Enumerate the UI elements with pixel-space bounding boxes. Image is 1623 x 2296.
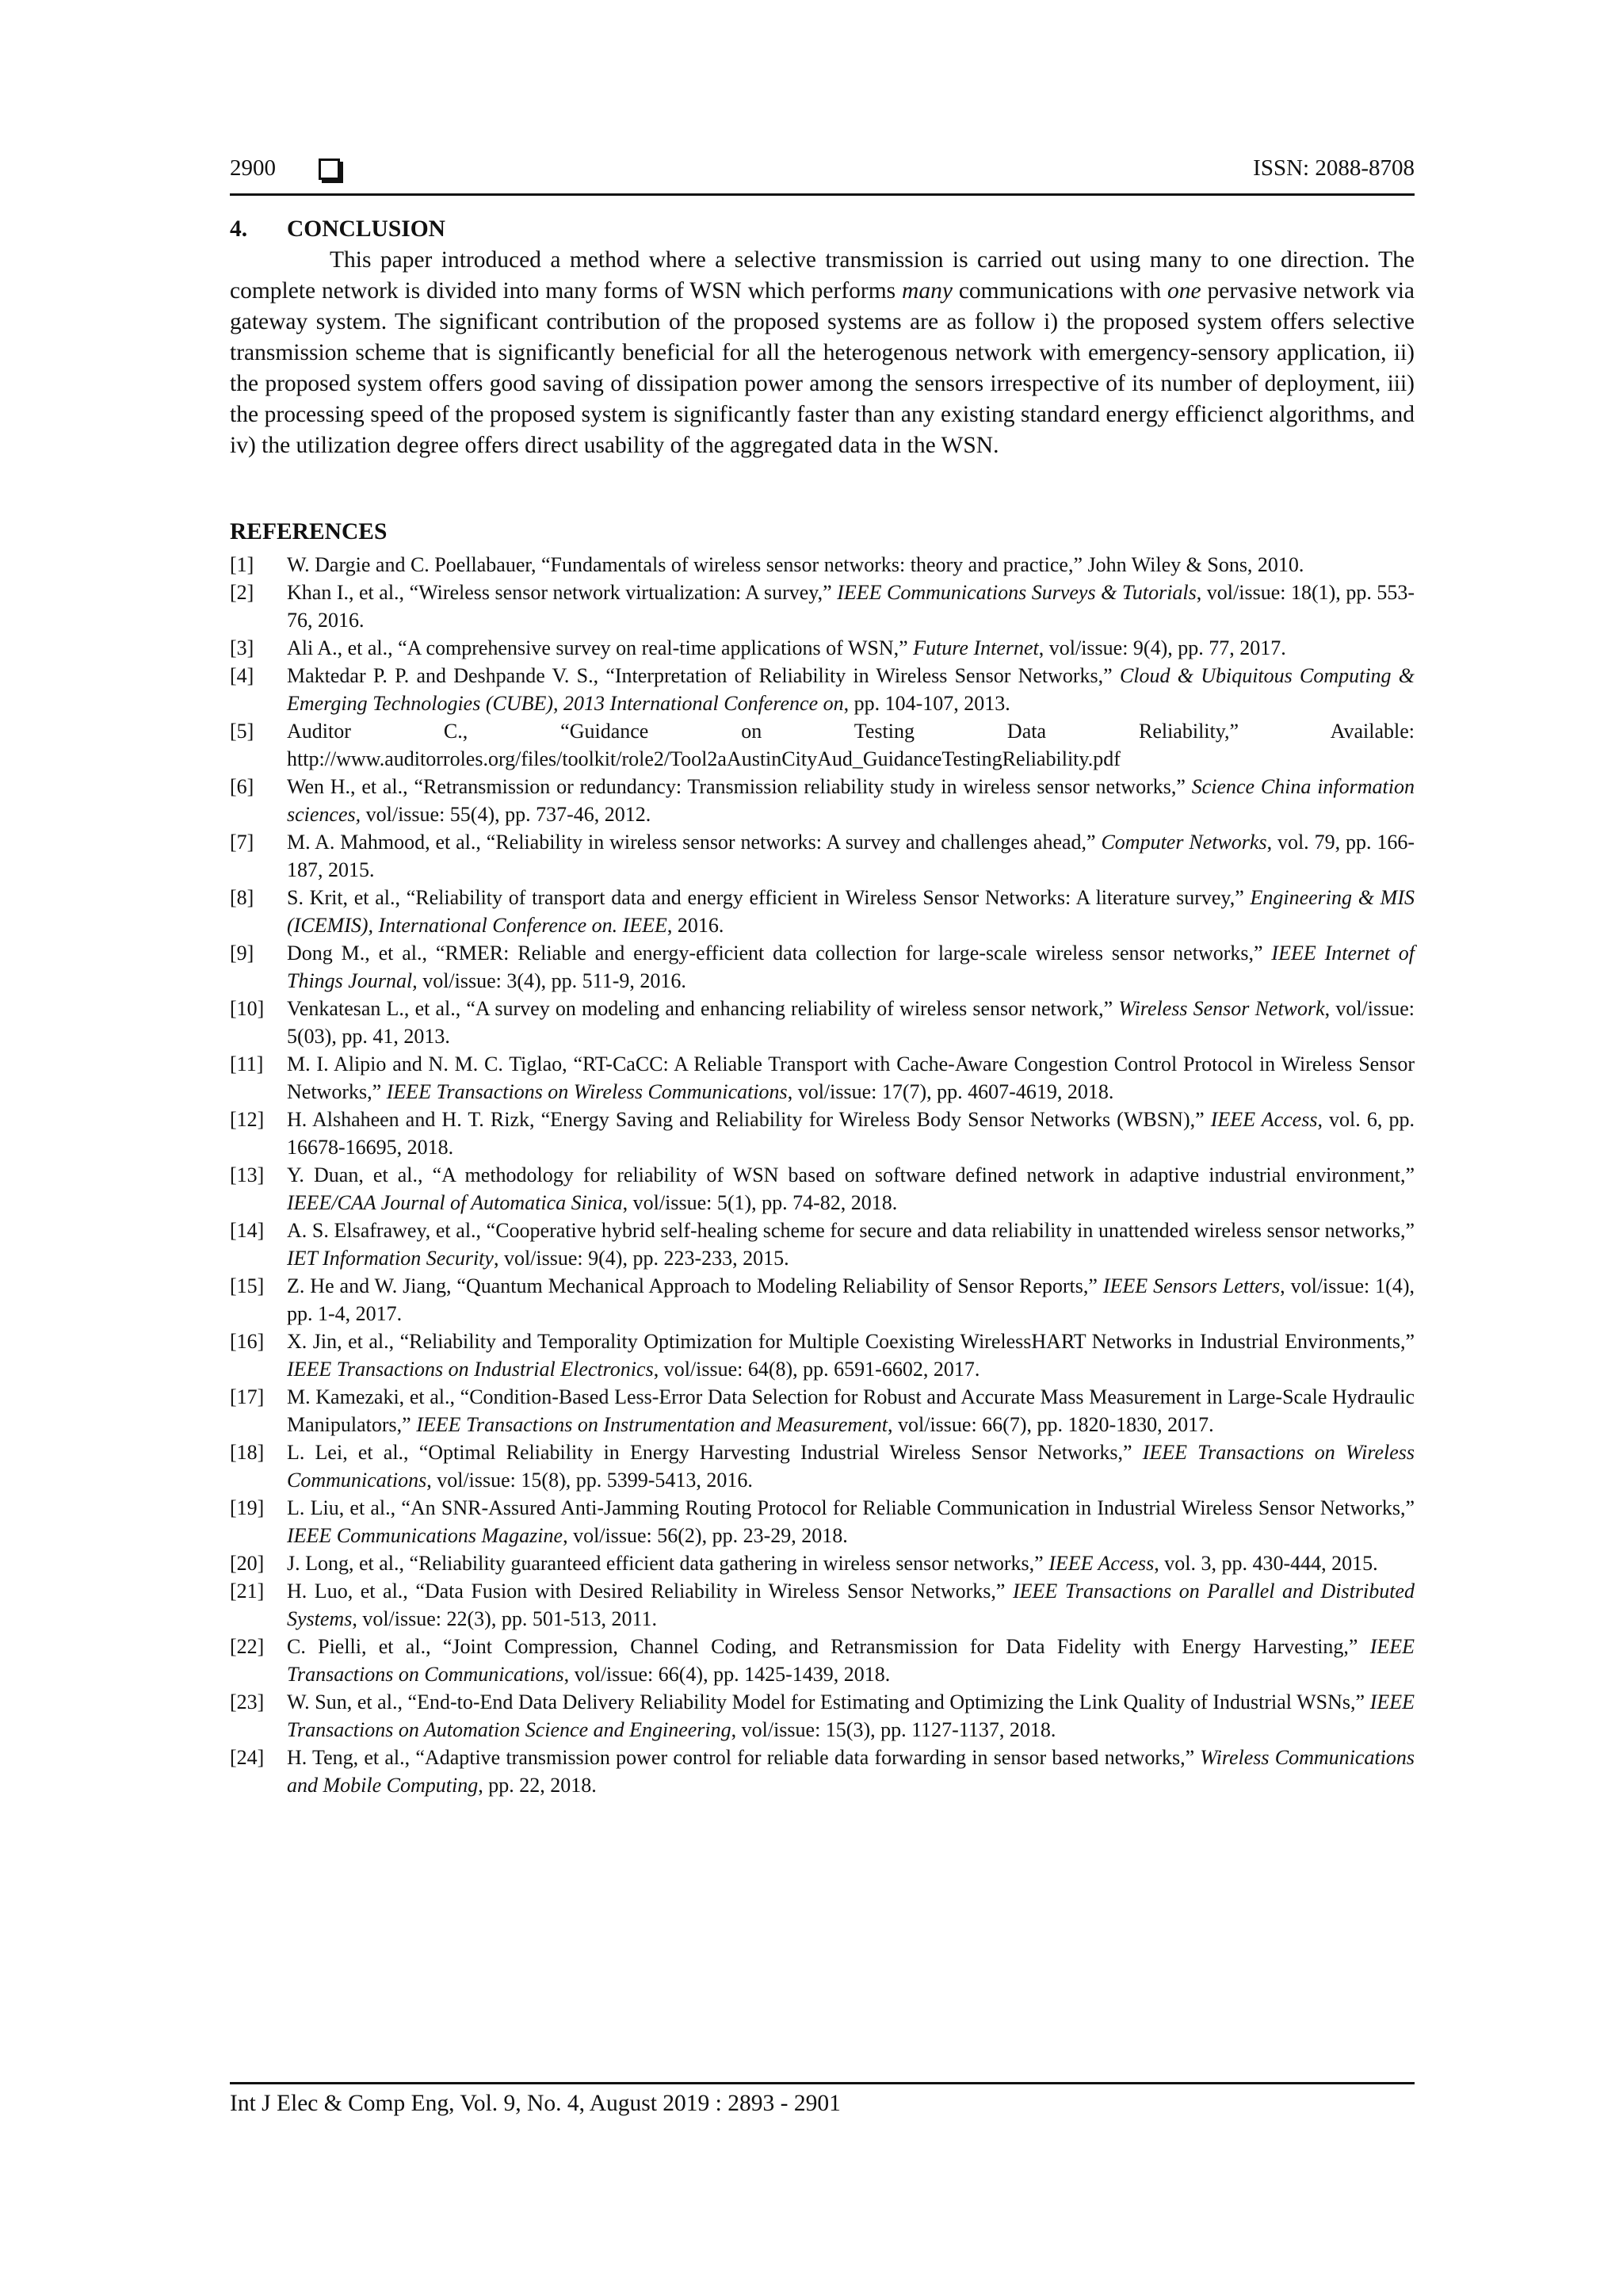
reference-details: , vol/issue: 9(4), pp. 223-233, 2015. bbox=[493, 1247, 789, 1270]
reference-item bbox=[230, 1106, 1415, 1161]
reference-details: vol/issue: 3(4), pp. 511-9, 2016. bbox=[417, 969, 686, 992]
reference-text: Y. Duan, et al., “A methodology for reliability of WSN based on software defined network in adaptive industrial environment,” bbox=[287, 1163, 1415, 1186]
reference-list bbox=[230, 551, 1415, 1799]
reference-number: [6] bbox=[230, 775, 254, 798]
reference-details: , vol. 6, pp. 16678-16695, 2018. bbox=[287, 1108, 1415, 1159]
reference-text: J. Long, et al., “Reliability guaranteed efficient data gathering in wireless sensor networks,” bbox=[287, 1552, 1049, 1575]
references-heading: REFERENCES bbox=[230, 519, 388, 544]
reference-item bbox=[230, 1328, 1415, 1383]
reference-item bbox=[230, 1217, 1415, 1272]
conclusion-paragraph bbox=[230, 245, 1415, 461]
reference-journal: IEEE Access bbox=[1048, 1552, 1155, 1575]
reference-journal: IEEE Sensors Letters bbox=[1102, 1274, 1281, 1297]
reference-details: , vol/issue: 22(3), pp. 501-513, 2011. bbox=[352, 1607, 658, 1630]
reference-details: , vol/issue: 5(03), pp. 41, 2013. bbox=[287, 997, 1415, 1048]
reference-journal: Future Internet bbox=[913, 636, 1039, 659]
reference-journal: Wireless Sensor Network bbox=[1118, 997, 1325, 1020]
body-column bbox=[230, 214, 1415, 1799]
reference-journal: IEEE Transactions on Automation Science and Engineering bbox=[287, 1690, 1415, 1741]
reference-details: , 2016. bbox=[666, 914, 724, 937]
section-title: CONCLUSION bbox=[287, 216, 445, 242]
reference-url-link[interactable]: http://www.auditorroles.org/files/toolkit/role2/Tool2aAustinCityAud_GuidanceTestingReliability.pdf bbox=[287, 747, 1121, 770]
reference-journal: IEEE/CAA Journal of Automatica Sinica bbox=[287, 1191, 623, 1214]
reference-journal: IEEE Internet of Things Journal, bbox=[287, 942, 1415, 992]
reference-number: [4] bbox=[230, 664, 254, 687]
reference-number: [21] bbox=[230, 1580, 265, 1603]
reference-item bbox=[230, 1494, 1415, 1549]
reference-number: [20] bbox=[230, 1552, 265, 1575]
reference-details: , vol/issue: 9(4), pp. 77, 2017. bbox=[1038, 636, 1286, 659]
reference-details: , vol/issue: 18(1), pp. 553-76, 2016. bbox=[287, 581, 1415, 632]
reference-text: H. Teng, et al., “Adaptive transmission power control for reliable data forwarding in sensor based networks,” bbox=[287, 1746, 1201, 1769]
reference-journal: Cloud & Ubiquitous Computing & Emerging Technologies (CUBE), 2013 International Conference on bbox=[287, 664, 1415, 715]
reference-details: , pp. 104-107, 2013. bbox=[843, 692, 1010, 715]
conclusion-emphasis-1: many bbox=[902, 278, 953, 304]
reference-item bbox=[230, 1577, 1415, 1633]
reference-item bbox=[230, 1688, 1415, 1744]
page-number: 2900 bbox=[230, 155, 276, 181]
reference-details: , vol/issue: 66(4), pp. 1425-1439, 2018. bbox=[563, 1663, 891, 1686]
reference-text: M. A. Mahmood, et al., “Reliability in wireless sensor networks: A survey and challenges ahead,” bbox=[287, 831, 1102, 854]
reference-number: [13] bbox=[230, 1163, 265, 1186]
reference-text: H. Alshaheen and H. T. Rizk, “Energy Saving and Reliability for Wireless Body Sensor Networks (WBSN),” bbox=[287, 1108, 1211, 1131]
reference-text: L. Liu, et al., “An SNR-Assured Anti-Jamming Routing Protocol for Reliable Communication in Industrial Wireless Sensor Networks,” bbox=[287, 1496, 1415, 1519]
conclusion-text-3: pervasive network via gateway system. The significant contribution of the proposed systems are as follow i) the proposed system offers selective transmission scheme that is significantly beneficial for all the heterogenous network with emergency-sensory application, ii) the proposed system offers good saving of dissipation power among the sensors irrespective of its number of deployment, iii) the processing speed of the proposed system is significantly faster than any existing standard energy efficienct algorithms, and iv) the utilization degree offers direct usability of the aggregated data in the WSN. bbox=[230, 278, 1415, 458]
reference-journal: Wireless Communications and Mobile Computing bbox=[287, 1746, 1415, 1797]
reference-item bbox=[230, 773, 1415, 828]
reference-item bbox=[230, 551, 1415, 579]
square-bullet-icon bbox=[319, 159, 340, 180]
reference-text: Auditor C., “Guidance on Testing Data Reliability,” Available: bbox=[287, 720, 1415, 743]
reference-text: Venkatesan L., et al., “A survey on modeling and enhancing reliability of wireless sensor network,” bbox=[287, 997, 1119, 1020]
reference-journal: IEEE Transactions on Instrumentation and Measurement bbox=[416, 1413, 888, 1436]
reference-journal: IEEE Transactions on Parallel and Distributed Systems bbox=[287, 1580, 1415, 1630]
reference-journal: IEEE Transactions on Wireless Communications bbox=[386, 1080, 788, 1103]
reference-item bbox=[230, 1438, 1415, 1494]
reference-details: , vol/issue: 15(8), pp. 5399-5413, 2016. bbox=[426, 1469, 753, 1492]
reference-details: , vol/issue: 56(2), pp. 23-29, 2018. bbox=[563, 1524, 848, 1547]
reference-number: [22] bbox=[230, 1635, 265, 1658]
reference-item bbox=[230, 1050, 1415, 1106]
reference-details: , pp. 22, 2018. bbox=[478, 1774, 597, 1797]
reference-details: , vol/issue: 15(3), pp. 1127-1137, 2018. bbox=[731, 1718, 1056, 1741]
conclusion-text-2: communications with bbox=[952, 278, 1168, 304]
reference-item bbox=[230, 828, 1415, 884]
reference-number: [11] bbox=[230, 1052, 264, 1075]
conclusion-emphasis-2: one bbox=[1167, 278, 1201, 304]
section-number: 4. bbox=[230, 216, 248, 242]
reference-details: , vol/issue: 66(7), pp. 1820-1830, 2017. bbox=[888, 1413, 1214, 1436]
reference-details: vol/issue: 55(4), pp. 737-46, 2012. bbox=[361, 803, 651, 826]
reference-item bbox=[230, 634, 1415, 662]
reference-item bbox=[230, 1744, 1415, 1799]
reference-number: [14] bbox=[230, 1219, 265, 1242]
reference-number: [18] bbox=[230, 1441, 265, 1464]
reference-item bbox=[230, 1161, 1415, 1217]
reference-details: , vol/issue: 17(7), pp. 4607-4619, 2018. bbox=[787, 1080, 1114, 1103]
reference-text: W. Dargie and C. Poellabauer, “Fundamentals of wireless sensor networks: theory and practice,” John Wiley & Sons, 2010. bbox=[287, 553, 1304, 576]
reference-number: [16] bbox=[230, 1330, 265, 1353]
reference-details: , vol/issue: 5(1), pp. 74-82, 2018. bbox=[622, 1191, 898, 1214]
reference-number: [24] bbox=[230, 1746, 265, 1769]
reference-number: [17] bbox=[230, 1385, 265, 1408]
reference-item bbox=[230, 939, 1415, 995]
reference-details: , vol. 3, pp. 430-444, 2015. bbox=[1154, 1552, 1378, 1575]
reference-number: [2] bbox=[230, 581, 254, 604]
reference-item bbox=[230, 1383, 1415, 1438]
reference-text: M. Kamezaki, et al., “Condition-Based Less-Error Data Selection for Robust and Accurate Mass Measurement in Large-Scale Hydraulic Manipulators,” bbox=[287, 1385, 1415, 1436]
reference-journal: IEEE Communications Surveys & Tutorials bbox=[837, 581, 1197, 604]
footer-citation: Int J Elec & Comp Eng, Vol. 9, No. 4, August 2019 : 2893 - 2901 bbox=[230, 2091, 841, 2116]
reference-journal: IEEE Transactions on Industrial Electronics bbox=[287, 1358, 654, 1381]
reference-text: S. Krit, et al., “Reliability of transport data and energy efficient in Wireless Sensor Networks: A literature survey,” bbox=[287, 886, 1251, 909]
reference-journal: IET Information Security bbox=[287, 1247, 494, 1270]
section-heading bbox=[230, 214, 1415, 245]
reference-item bbox=[230, 579, 1415, 634]
reference-details: , vol/issue: 1(4), pp. 1-4, 2017. bbox=[287, 1274, 1415, 1325]
reference-text: Ali A., et al., “A comprehensive survey on real-time applications of WSN,” bbox=[287, 636, 914, 659]
reference-item bbox=[230, 1633, 1415, 1688]
reference-number: [1] bbox=[230, 553, 254, 576]
reference-journal: IEEE Access bbox=[1210, 1108, 1318, 1131]
reference-text: H. Luo, et al., “Data Fusion with Desired Reliability in Wireless Sensor Networks,” bbox=[287, 1580, 1013, 1603]
reference-text: X. Jin, et al., “Reliability and Temporality Optimization for Multiple Coexisting WirelessHART Networks in Industrial Environments,” bbox=[287, 1330, 1415, 1353]
reference-number: [7] bbox=[230, 831, 254, 854]
issn: ISSN: 2088-8708 bbox=[1253, 155, 1415, 181]
reference-number: [10] bbox=[230, 997, 265, 1020]
reference-journal: Engineering & MIS (ICEMIS), International Conference on. IEEE bbox=[287, 886, 1415, 937]
reference-text: Wen H., et al., “Retransmission or redundancy: Transmission reliability study in wireless sensor networks,” bbox=[287, 775, 1192, 798]
reference-number: [19] bbox=[230, 1496, 265, 1519]
reference-text: Khan I., et al., “Wireless sensor network virtualization: A survey,” bbox=[287, 581, 838, 604]
page-header bbox=[230, 149, 1415, 196]
reference-item bbox=[230, 717, 1415, 773]
reference-number: [15] bbox=[230, 1274, 265, 1297]
page-footer bbox=[230, 2082, 1415, 2117]
reference-number: [8] bbox=[230, 886, 254, 909]
reference-journal: IEEE Communications Magazine bbox=[287, 1524, 563, 1547]
reference-item bbox=[230, 884, 1415, 939]
reference-number: [5] bbox=[230, 720, 254, 743]
reference-journal: Computer Networks bbox=[1101, 831, 1267, 854]
reference-text: C. Pielli, et al., “Joint Compression, Channel Coding, and Retransmission for Data Fidelity with Energy Harvesting,” bbox=[287, 1635, 1370, 1658]
reference-journal: IEEE Transactions on Communications bbox=[287, 1635, 1415, 1686]
reference-text: Z. He and W. Jiang, “Quantum Mechanical Approach to Modeling Reliability of Sensor Reports,” bbox=[287, 1274, 1103, 1297]
reference-journal: Science China information sciences, bbox=[287, 775, 1415, 826]
reference-text: A. S. Elsafrawey, et al., “Cooperative hybrid self-healing scheme for secure and data reliability in unattended wireless sensor networks,” bbox=[287, 1219, 1415, 1242]
conclusion-text-1: This paper introduced a method where a selective transmission is carried out using many to one direction. The complete network is divided into many forms of WSN which performs bbox=[230, 247, 1415, 304]
reference-details: , vol. 79, pp. 166-187, 2015. bbox=[287, 831, 1415, 881]
reference-item bbox=[230, 995, 1415, 1050]
reference-text: L. Lei, et al., “Optimal Reliability in Energy Harvesting Industrial Wireless Sensor Networks,” bbox=[287, 1441, 1143, 1464]
reference-number: [9] bbox=[230, 942, 254, 965]
reference-number: [23] bbox=[230, 1690, 265, 1713]
reference-journal: IEEE Transactions on Wireless Communications bbox=[287, 1441, 1415, 1492]
reference-item bbox=[230, 1272, 1415, 1328]
reference-text: M. I. Alipio and N. M. C. Tiglao, “RT-CaCC: A Reliable Transport with Cache-Aware Congestion Control Protocol in Wireless Sensor Networks,” bbox=[287, 1052, 1415, 1103]
reference-details: , vol/issue: 64(8), pp. 6591-6602, 2017. bbox=[653, 1358, 980, 1381]
reference-item bbox=[230, 1549, 1415, 1577]
reference-number: [12] bbox=[230, 1108, 265, 1131]
reference-text: W. Sun, et al., “End-to-End Data Delivery Reliability Model for Estimating and Optimizing the Link Quality of Industrial WSNs,” bbox=[287, 1690, 1370, 1713]
reference-text: Dong M., et al., “RMER: Reliable and energy-efficient data collection for large-scale wireless sensor networks,” bbox=[287, 942, 1272, 965]
reference-item bbox=[230, 662, 1415, 717]
reference-text: Maktedar P. P. and Deshpande V. S., “Interpretation of Reliability in Wireless Sensor Networks,” bbox=[287, 664, 1120, 687]
reference-number: [3] bbox=[230, 636, 254, 659]
